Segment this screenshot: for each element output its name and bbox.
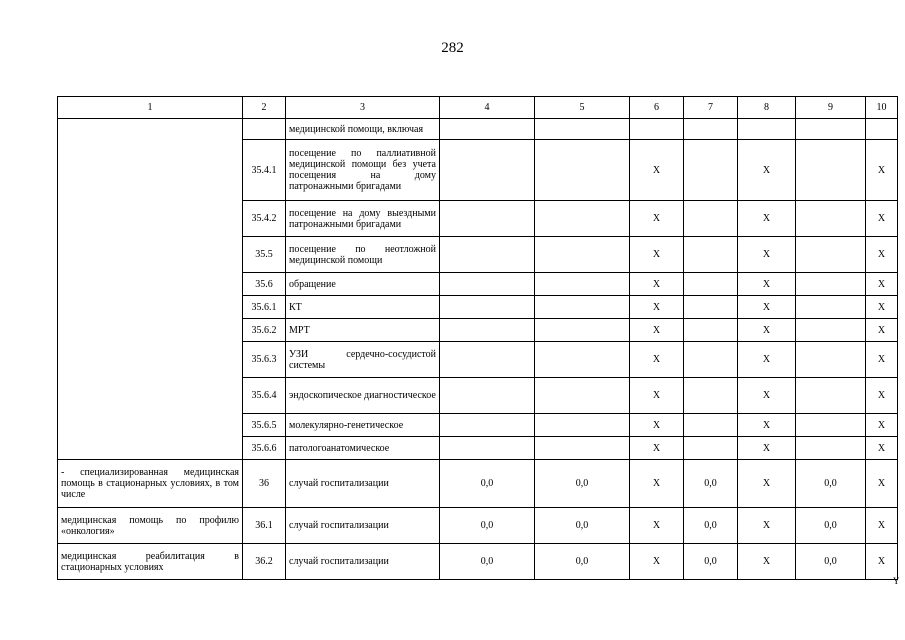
cell-col9 [796, 273, 866, 296]
cell-col4: 0,0 [440, 544, 535, 580]
cell-col6 [630, 119, 684, 140]
page-mark: Y [893, 576, 900, 586]
cell-col7: 0,0 [684, 460, 738, 508]
cell-col10: Х [866, 544, 898, 580]
row-description: МРТ [286, 319, 440, 342]
header-cell: 6 [630, 97, 684, 119]
cell-col4 [440, 119, 535, 140]
cell-col10: Х [866, 273, 898, 296]
row-description: случай госпитализации [286, 508, 440, 544]
cell-col5 [535, 273, 630, 296]
row-description: молекулярно-генетическое [286, 414, 440, 437]
cell-col6: Х [630, 378, 684, 414]
cell-col10: Х [866, 508, 898, 544]
row-description: эндоскопическое диагностическое [286, 378, 440, 414]
cell-col4 [440, 140, 535, 201]
cell-col5 [535, 414, 630, 437]
cell-col8 [738, 119, 796, 140]
header-cell: 2 [243, 97, 286, 119]
cell-col7: 0,0 [684, 544, 738, 580]
cell-col4 [440, 437, 535, 460]
row-description: случай госпитализации [286, 544, 440, 580]
cell-col7 [684, 296, 738, 319]
row-code: 35.6.5 [243, 414, 286, 437]
cell-col5 [535, 378, 630, 414]
cell-col10 [866, 119, 898, 140]
cell-col9 [796, 140, 866, 201]
row-code: 35.5 [243, 237, 286, 273]
cell-col7 [684, 201, 738, 237]
cell-col7 [684, 378, 738, 414]
row-code [243, 119, 286, 140]
row-description: обращение [286, 273, 440, 296]
header-cell: 4 [440, 97, 535, 119]
cell-col7 [684, 273, 738, 296]
cell-col9 [796, 119, 866, 140]
cell-col5 [535, 237, 630, 273]
cell-col4 [440, 378, 535, 414]
cell-col9 [796, 237, 866, 273]
header-cell: 8 [738, 97, 796, 119]
cell-col7 [684, 437, 738, 460]
cell-col5: 0,0 [535, 460, 630, 508]
cell-col10: Х [866, 414, 898, 437]
row-code: 36.2 [243, 544, 286, 580]
cell-col10: Х [866, 201, 898, 237]
row-description: УЗИ сердечно-сосудистой системы [286, 342, 440, 378]
table-row [58, 460, 898, 508]
cell-col5: 0,0 [535, 508, 630, 544]
cell-col8: Х [738, 342, 796, 378]
cell-col8: Х [738, 437, 796, 460]
cell-col7 [684, 119, 738, 140]
cell-col9 [796, 414, 866, 437]
cell-col5 [535, 437, 630, 460]
table-row [58, 119, 898, 140]
header-cell: 7 [684, 97, 738, 119]
row-code: 35.6.3 [243, 342, 286, 378]
row-category: медицинская помощь по профилю «онкология» [58, 508, 243, 544]
cell-col5 [535, 201, 630, 237]
cell-col7 [684, 414, 738, 437]
cell-col9 [796, 437, 866, 460]
cell-col6: Х [630, 201, 684, 237]
cell-col6: Х [630, 544, 684, 580]
cell-col8: Х [738, 378, 796, 414]
cell-col6: Х [630, 296, 684, 319]
header-cell: 5 [535, 97, 630, 119]
cell-col9 [796, 296, 866, 319]
cell-col10: Х [866, 460, 898, 508]
volume-table [57, 96, 898, 580]
row-category: - специализированная медицинская помощь в стационарных условиях, в том числе [58, 460, 243, 508]
cell-col9: 0,0 [796, 544, 866, 580]
cell-col9: 0,0 [796, 508, 866, 544]
cell-col4 [440, 342, 535, 378]
cell-col10: Х [866, 342, 898, 378]
cell-col9 [796, 378, 866, 414]
header-cell: 3 [286, 97, 440, 119]
cell-col7 [684, 140, 738, 201]
row-description: патологоанатомическое [286, 437, 440, 460]
cell-col8: Х [738, 414, 796, 437]
row-description: посещение по неотложной медицинской помощи [286, 237, 440, 273]
cell-col8: Х [738, 296, 796, 319]
row-description: посещение на дому выездными патронажными бригадами [286, 201, 440, 237]
cell-col9: 0,0 [796, 460, 866, 508]
cell-col9 [796, 342, 866, 378]
row-code: 35.6.2 [243, 319, 286, 342]
table-row [58, 544, 898, 580]
header-row [58, 97, 898, 119]
cell-col6: Х [630, 414, 684, 437]
cell-col10: Х [866, 378, 898, 414]
cell-col4 [440, 237, 535, 273]
cell-col10: Х [866, 437, 898, 460]
row-description: медицинской помощи, включая [286, 119, 440, 140]
cell-col4 [440, 201, 535, 237]
cell-col5 [535, 119, 630, 140]
table-row [58, 508, 898, 544]
row-code: 36.1 [243, 508, 286, 544]
cell-col10: Х [866, 296, 898, 319]
row-description: посещение по паллиативной медицинской помощи без учета посещения на дому патронажными бригадами [286, 140, 440, 201]
cell-col8: Х [738, 237, 796, 273]
cell-col5 [535, 296, 630, 319]
cell-col9 [796, 201, 866, 237]
cell-col4 [440, 319, 535, 342]
cell-col8: Х [738, 544, 796, 580]
cell-col10: Х [866, 237, 898, 273]
cell-col6: Х [630, 460, 684, 508]
cell-col6: Х [630, 237, 684, 273]
cell-col7 [684, 237, 738, 273]
row-code: 35.4.1 [243, 140, 286, 201]
merged-empty-cell [58, 119, 243, 460]
row-code: 35.6.1 [243, 296, 286, 319]
cell-col6: Х [630, 437, 684, 460]
row-description: случай госпитализации [286, 460, 440, 508]
cell-col8: Х [738, 140, 796, 201]
cell-col10: Х [866, 319, 898, 342]
row-category: медицинская реабилитация в стационарных условиях [58, 544, 243, 580]
row-description: КТ [286, 296, 440, 319]
cell-col5 [535, 140, 630, 201]
cell-col8: Х [738, 508, 796, 544]
cell-col5 [535, 319, 630, 342]
cell-col4 [440, 273, 535, 296]
cell-col6: Х [630, 273, 684, 296]
cell-col8: Х [738, 273, 796, 296]
cell-col6: Х [630, 140, 684, 201]
cell-col6: Х [630, 508, 684, 544]
cell-col5: 0,0 [535, 544, 630, 580]
cell-col5 [535, 342, 630, 378]
row-code: 35.6 [243, 273, 286, 296]
cell-col4 [440, 414, 535, 437]
cell-col4 [440, 296, 535, 319]
cell-col7 [684, 342, 738, 378]
cell-col7: 0,0 [684, 508, 738, 544]
cell-col6: Х [630, 319, 684, 342]
cell-col7 [684, 319, 738, 342]
header-cell: 9 [796, 97, 866, 119]
cell-col10: Х [866, 140, 898, 201]
cell-col8: Х [738, 319, 796, 342]
page-number: 282 [441, 40, 464, 56]
header-cell: 1 [58, 97, 243, 119]
cell-col6: Х [630, 342, 684, 378]
cell-col8: Х [738, 201, 796, 237]
row-code: 35.4.2 [243, 201, 286, 237]
cell-col8: Х [738, 460, 796, 508]
cell-col9 [796, 319, 866, 342]
row-code: 35.6.6 [243, 437, 286, 460]
cell-col4: 0,0 [440, 460, 535, 508]
header-cell: 10 [866, 97, 898, 119]
row-code: 36 [243, 460, 286, 508]
row-code: 35.6.4 [243, 378, 286, 414]
cell-col4: 0,0 [440, 508, 535, 544]
